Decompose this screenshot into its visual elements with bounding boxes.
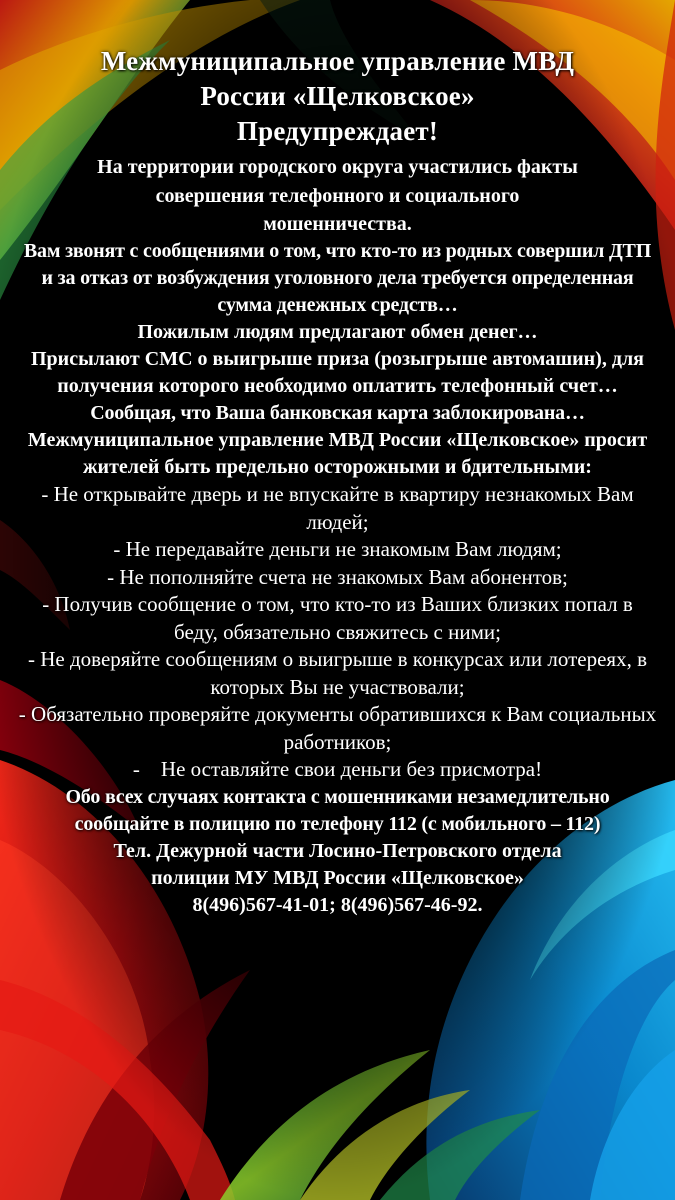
title-line-2: России «Щелковское» [200, 81, 475, 111]
tip-money-strangers: - Не передавайте деньги не знакомым Вам людям; [113, 537, 562, 561]
title-line-3: Предупреждает! [236, 116, 439, 146]
tip-relatives: - Получив сообщение о том, что кто-то из Ваших близких попал в беду, обязательно свяжитесь с ними; [42, 592, 633, 644]
tip-belongings: - Не оставляйте свои деньги без присмотра! [132, 757, 543, 781]
intro-line-2: совершения телефонного и социального [155, 185, 520, 207]
contact-block [0, 838, 675, 919]
warning-relative-accident: Вам звонят с сообщениями о том, что кто-то из родных совершил ДТП и за отказ от возбуждения уголовного дела требуется определенная сумма денежных средств… [23, 240, 652, 316]
tip-lottery: - Не доверяйте сообщениям о выигрыше в конкурсах или лотереях, в которых Вы не участвовали; [28, 647, 647, 699]
contact-line-2: полиции МУ МВД России «Щелковское» [151, 866, 524, 889]
intro-line-3: мошенничества. [263, 213, 412, 235]
intro-line-1: На территории городского округа участились факты [97, 156, 578, 178]
police-appeal: Межмуниципальное управление МВД России «Щелковское» просит жителей быть предельно осторожными и бдительными: [27, 429, 648, 478]
warning-card-blocked: Сообщая, что Ваша банковская карта заблокирована… [90, 402, 585, 424]
phone-numbers: 8(496)567-41-01; 8(496)567-46-92. [192, 893, 483, 916]
tip-documents: - Обязательно проверяйте документы обратившихся к Вам социальных работников; [18, 702, 657, 754]
warning-money-exchange: Пожилым людям предлагают обмен денег… [137, 321, 538, 343]
intro-paragraph [0, 152, 675, 238]
tip-accounts: - Не пополняйте счета не знакомых Вам абонентов; [107, 564, 568, 589]
tip-door: - Не открывайте дверь и не впускайте в квартиру незнакомых Вам людей; [41, 482, 634, 534]
contact-line-1: Тел. Дежурной части Лосино-Петровского отдела [113, 839, 562, 862]
warning-sms-prize: Присылают СМС о выигрыше приза (розыгрыше автомашин), для получения которого необходимо оплатить телефонный счет… [31, 348, 644, 397]
page-title [0, 0, 675, 149]
report-instruction: Обо всех случаях контакта с мошенниками незамедлительно сообщайте в полицию по телефону 112 (с мобильного – 112) [65, 785, 610, 835]
title-line-1: Межмуниципальное управление МВД [100, 46, 575, 76]
